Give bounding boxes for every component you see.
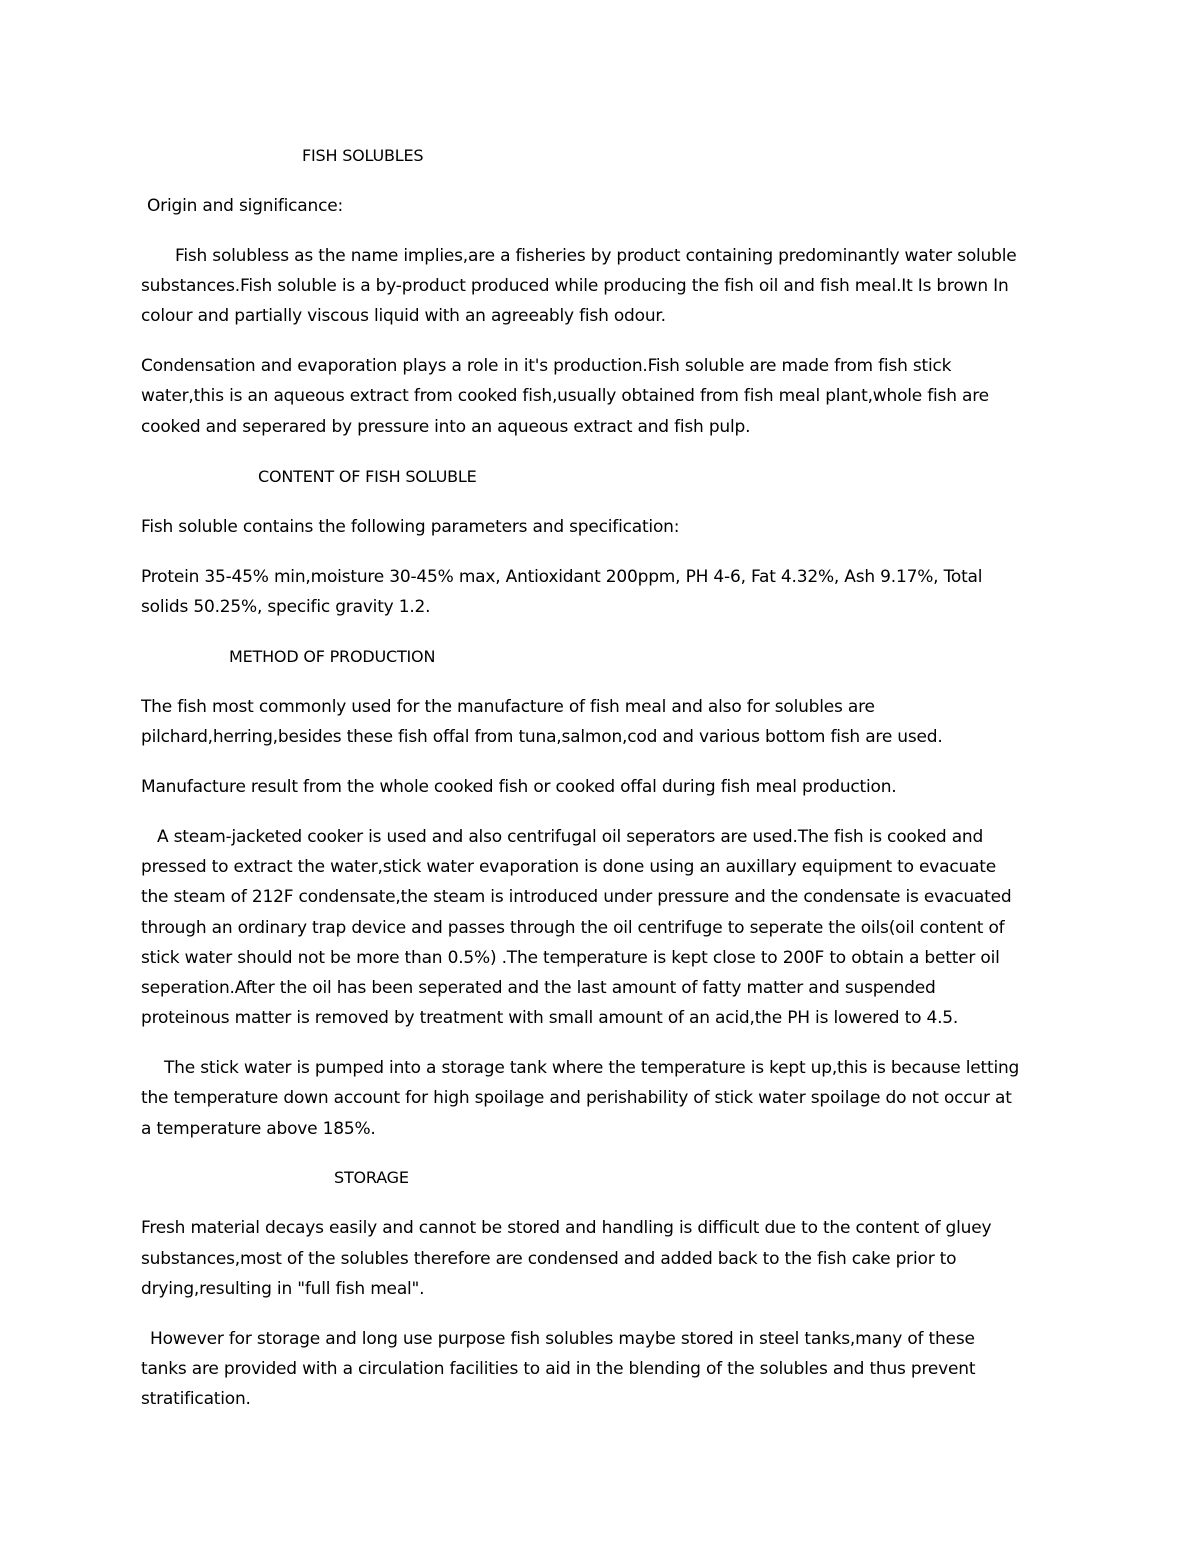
method-heading: METHOD OF PRODUCTION	[229, 647, 436, 666]
origin-heading: Origin and significance:	[147, 196, 344, 216]
manufacture-paragraph: Manufacture result from the whole cooked fish or cooked offal during fish meal production.	[141, 777, 897, 797]
paragraph-line: The fish most commonly used for the manufacture of fish meal and also for solubles are	[141, 697, 875, 717]
paragraph-line: substances,most of the solubles therefore are condensed and added back to the fish cake prior to	[141, 1249, 957, 1269]
paragraph-line: stratification.	[141, 1389, 251, 1409]
paragraph-line: the temperature down account for high spoilage and perishability of stick water spoilage do not occur at	[141, 1088, 1012, 1108]
paragraph-line: Protein 35-45% min,moisture 30-45% max, Antioxidant 200ppm, PH 4-6, Fat 4.32%, Ash 9.17%, Total	[141, 567, 983, 587]
paragraph-line: water,this is an aqueous extract from cooked fish,usually obtained from fish meal plant,whole fish are	[141, 386, 989, 406]
paragraph-line: seperation.After the oil has been seperated and the last amount of fatty matter and suspended	[141, 978, 936, 998]
paragraph-line: a temperature above 185%.	[141, 1119, 376, 1139]
storage-heading: STORAGE	[334, 1168, 409, 1187]
paragraph-line: drying,resulting in "full fish meal".	[141, 1279, 425, 1299]
paragraph-line: cooked and seperared by pressure into an aqueous extract and fish pulp.	[141, 417, 751, 437]
content-intro: Fish soluble contains the following parameters and specification:	[141, 517, 680, 537]
paragraph-line: stick water should not be more than 0.5%) .The temperature is kept close to 200F to obtain a better oil	[141, 948, 1000, 968]
content-heading: CONTENT OF FISH SOLUBLE	[258, 467, 477, 486]
paragraph-line: the steam of 212F condensate,the steam is introduced under pressure and the condensate is evacuated	[141, 887, 1012, 907]
paragraph-line: through an ordinary trap device and passes through the oil centrifuge to seperate the oils(oil content of	[141, 918, 1005, 938]
paragraph-line: colour and partially viscous liquid with an agreeably fish odour.	[141, 306, 666, 326]
paragraph-line: proteinous matter is removed by treatment with small amount of an acid,the PH is lowered to 4.5.	[141, 1008, 959, 1028]
paragraph-line: solids 50.25%, specific gravity 1.2.	[141, 597, 431, 617]
paragraph-line: Fish solubless as the name implies,are a fisheries by product containing predominantly water soluble	[175, 246, 1017, 266]
paragraph-line: The stick water is pumped into a storage tank where the temperature is kept up,this is because letting	[164, 1058, 1020, 1078]
document-title: FISH SOLUBLES	[302, 146, 424, 165]
paragraph-line: pilchard,herring,besides these fish offal from tuna,salmon,cod and various bottom fish are used.	[141, 727, 943, 747]
paragraph-line: tanks are provided with a circulation facilities to aid in the blending of the solubles and thus prevent	[141, 1359, 976, 1379]
paragraph-line: Fresh material decays easily and cannot be stored and handling is difficult due to the content of gluey	[141, 1218, 992, 1238]
paragraph-line: pressed to extract the water,stick water evaporation is done using an auxillary equipment to evacuate	[141, 857, 997, 877]
paragraph-line: A steam-jacketed cooker is used and also centrifugal oil seperators are used.The fish is cooked and	[157, 827, 984, 847]
paragraph-line: However for storage and long use purpose fish solubles maybe stored in steel tanks,many of these	[150, 1329, 975, 1349]
paragraph-line: Condensation and evaporation plays a role in it's production.Fish soluble are made from fish stick	[141, 356, 952, 376]
paragraph-line: substances.Fish soluble is a by-product produced while producing the fish oil and fish meal.It Is brown In	[141, 276, 1009, 296]
